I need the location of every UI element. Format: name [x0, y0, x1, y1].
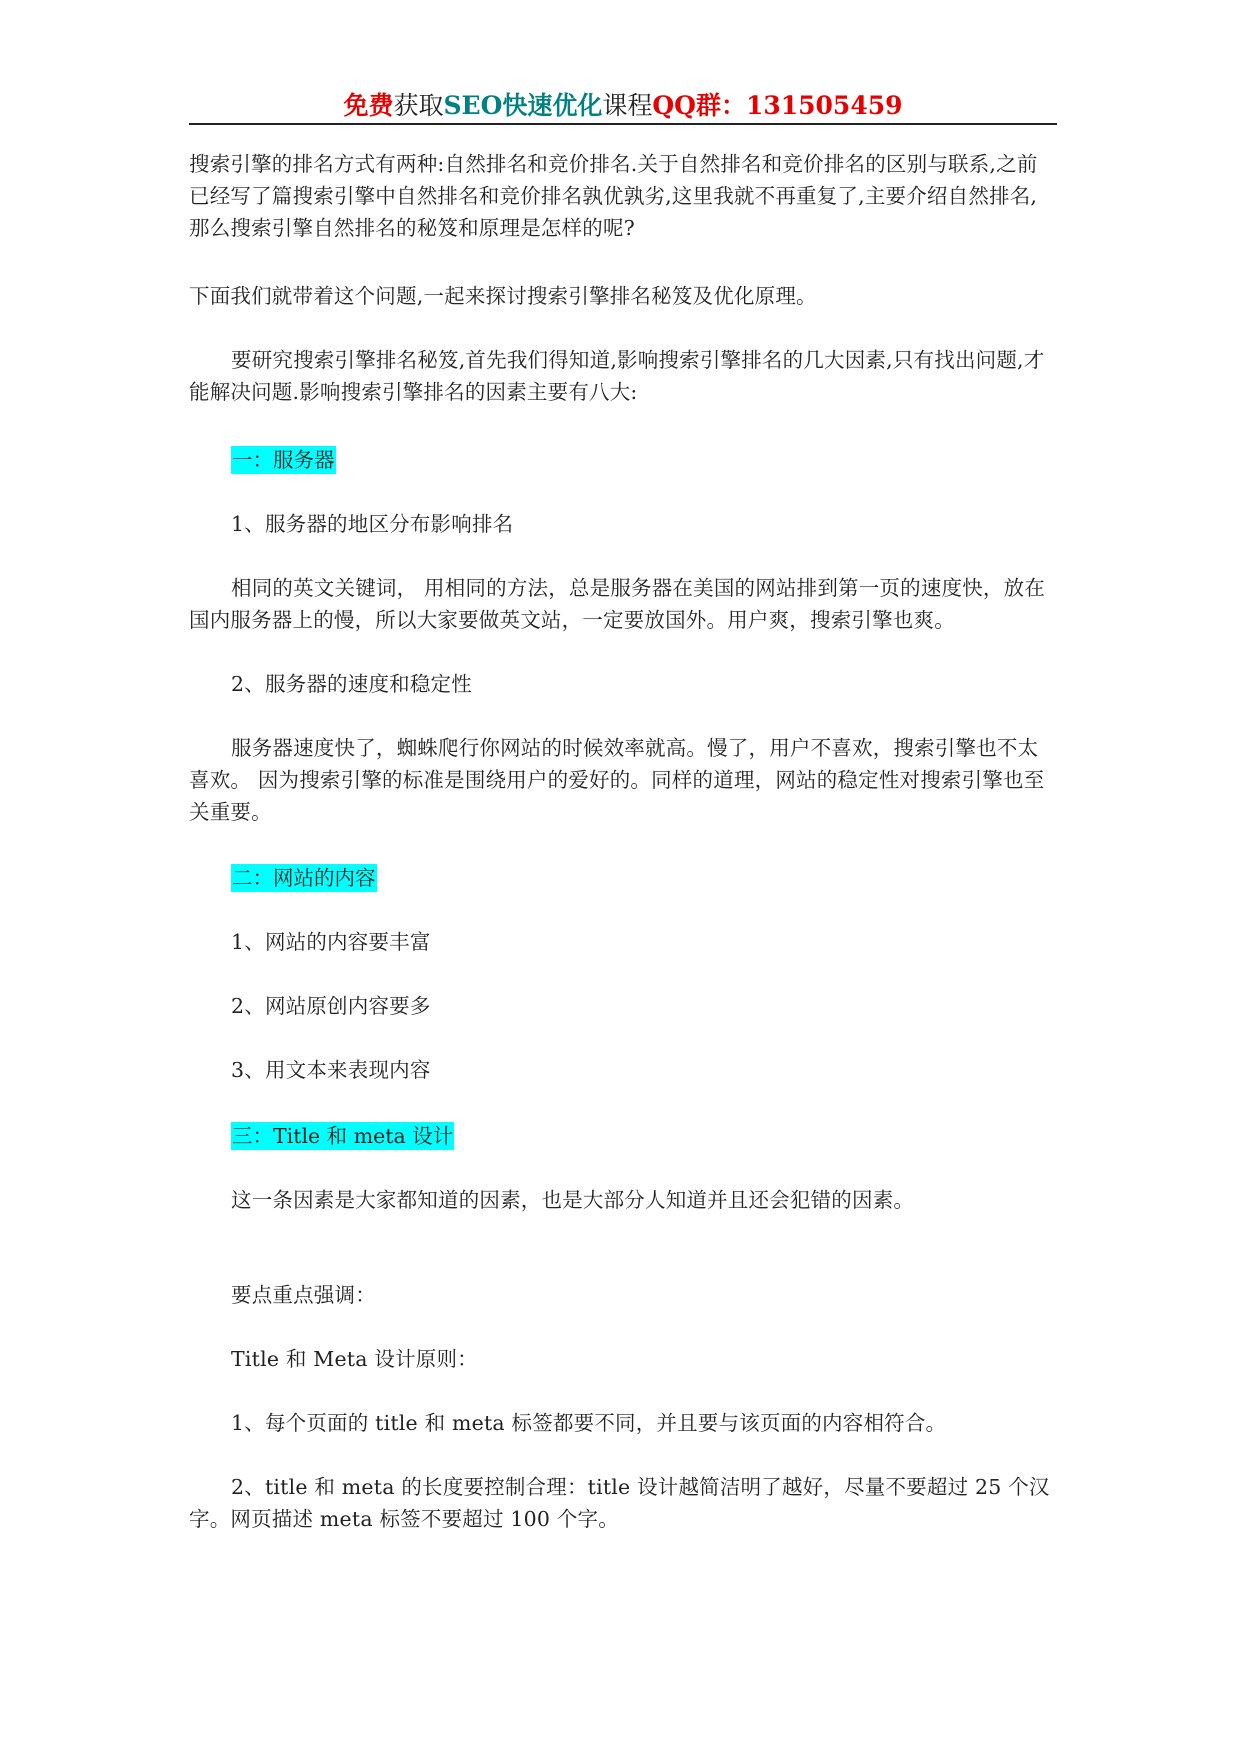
paragraph-content-text: 3、用文本来表现内容: [231, 1058, 431, 1082]
paragraph-server-speed-detail: 服务器速度快了，蜘蛛爬行你网站的时候效率就高。慢了，用户不喜欢，搜索引擎也不太喜欢。 因为搜索引擎的标准是围绕用户的爱好的。同样的道理，网站的稳定性对搜索引擎也至关重要。: [189, 736, 1045, 824]
paragraph-lead: 下面我们就带着这个问题,一起来探讨搜索引擎排名秘笈及优化原理。: [189, 284, 817, 308]
paragraph-server-speed: 2、服务器的速度和稳定性: [231, 672, 472, 696]
paragraph-principle-2: 2、title 和 meta 的长度要控制合理：title 设计越简洁明了越好，尽量不要超过 25 个汉字。网页描述 meta 标签不要超过 100 个字。: [189, 1475, 1050, 1531]
header-course: 课程: [602, 91, 653, 120]
header-get: 获取: [393, 91, 444, 120]
paragraph-server-region-detail: 相同的英文关键词， 用相同的方法，总是服务器在美国的网站排到第一页的速度快，放在国内服务器上的慢，所以大家要做英文站，一定要放国外。用户爽，搜索引擎也爽。: [189, 576, 1046, 632]
header-seo: SEO: [443, 91, 503, 120]
header-free: 免费: [343, 91, 394, 120]
header-fast-optimize: 快速优化: [502, 91, 603, 120]
section-heading-server: 一：服务器: [232, 448, 335, 472]
paragraph-factors: 要研究搜索引擎排名秘笈,首先我们得知道,影响搜索引擎排名的几大因素,只有找出问题,才能解决问题.影响搜索引擎排名的因素主要有八大:: [189, 348, 1045, 404]
paragraph-title-meta-intro: 这一条因素是大家都知道的因素，也是大部分人知道并且还会犯错的因素。: [231, 1188, 915, 1212]
paragraph-intro: 搜索引擎的排名方式有两种:自然排名和竞价排名.关于自然排名和竞价排名的区别与联系,之前已经写了篇搜索引擎中自然排名和竞价排名孰优孰劣,这里我就不再重复了,主要介绍自然排名,那么搜索引擎自然排名的秘笈和原理是怎样的呢?: [189, 152, 1038, 240]
paragraph-content-original: 2、网站原创内容要多: [231, 994, 431, 1018]
paragraph-key-points: 要点重点强调：: [231, 1283, 376, 1307]
page-header: [189, 88, 1057, 124]
header-divider: [189, 123, 1057, 125]
paragraph-content-rich: 1、网站的内容要丰富: [231, 930, 431, 954]
paragraph-server-region: 1、服务器的地区分布影响排名: [231, 512, 514, 536]
section-heading-content: 二：网站的内容: [232, 866, 376, 890]
paragraph-design-principles: Title 和 Meta 设计原则：: [231, 1347, 478, 1371]
section-heading-title-meta: 三：Title 和 meta 设计: [232, 1124, 454, 1148]
header-qq-group: QQ群：131505459: [652, 91, 903, 120]
paragraph-principle-1: 1、每个页面的 title 和 meta 标签都要不同，并且要与该页面的内容相符合。: [231, 1411, 947, 1435]
